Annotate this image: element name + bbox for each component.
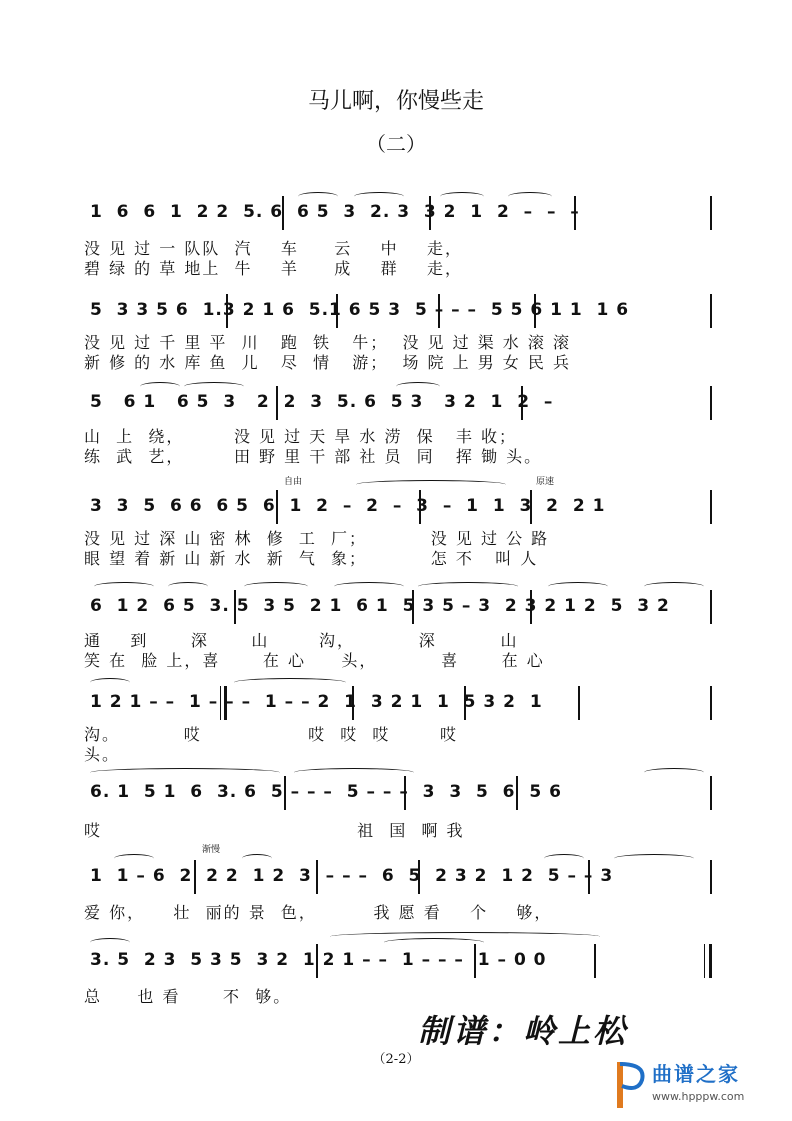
jianpu-notes: 3. 5 2 3 5 3 5 3 2 1 2 1 – – 1 – – – 1 – 0 0 [90,950,547,970]
lyric-verse-1: 没 见 过 千 里 平 川 跑 铁 牛； 没 见 过 渠 水 滚 滚 [84,333,571,352]
tempo-mark: 自由 [284,477,303,487]
jianpu-notes: 6. 1 5 1 6 3. 6 5 – – – 5 – – – 3 3 5 6 5 6 [90,782,562,802]
lyric-verse-2: 头。 [84,745,121,764]
tempo-mark: 原速 [536,477,555,487]
transcriber-signature: 制谱：岭上松 [418,1012,629,1050]
jianpu-notes: 6 1 2 6 5 3. 5 3 5 2 1 6 1 5 3 5 – 3 2 3 2 1 2 5 3 2 [90,596,670,616]
tempo-mark: 渐慢 [202,845,221,855]
p-logo-icon [612,1056,652,1112]
lyric-verse-2: 练 武 艺， 田 野 里 干 部 社 员 同 挥 锄 头。 [84,447,543,466]
lyric-verse-1: 沟。 哎 哎 哎 哎 哎 [84,725,459,744]
site-logo [612,1056,782,1116]
logo-url: www.hpppw.com [652,1090,745,1103]
page-number: （2-2） [372,1052,420,1067]
lyric-verse-2: 笑 在 脸 上，喜 在 心 头， 喜 在 心 [84,651,545,670]
lyric-verse-2: 眼 望 着 新 山 新 水 新 气 象； 怎 不 叫 人 [84,549,539,568]
lyric-verse-1: 没 见 过 深 山 密 林 修 工 厂； 没 见 过 公 路 [84,529,550,548]
lyric-verse-2: 碧 绿 的 草 地上 牛 羊 成 群 走， [84,259,463,278]
lyric-verse-1: 没 见 过 一 队队 汽 车 云 中 走， [84,239,463,258]
jianpu-notes: 3 3 5 6 6 6 5 6 1 2 – 2 – 3 – 1 1 3 2 2 1 [90,496,606,516]
lyric-verse-1: 哎 祖 国 啊 我 [84,821,465,840]
jianpu-notes: 5 3 3 5 6 1.3 2 1 6 5.1 6 5 3 5 – – – 5 5 6 1 1 1 6 [90,300,630,320]
jianpu-notes: 5 6 1 6 5 3 2 2 3 5. 6 5 3 3 2 1 2 – [90,392,554,412]
lyric-verse-2: 新 修 的 水 库 鱼 儿 尽 情 游； 场 院 上 男 女 民 兵 [84,353,571,372]
lyric-verse-1: 爱 你， 壮 丽的 景 色， 我 愿 看 个 够， [84,903,553,922]
page-subtitle: （二） [366,132,426,156]
lyric-verse-1: 山 上 绕， 没 见 过 天 旱 水 涝 保 丰 收； [84,427,517,446]
jianpu-notes: 1 2 1 – – 1 – – – 1 – – 2 1 3 2 1 1 5 3 2 1 [90,692,543,712]
page-title: 马儿啊，你慢些走 [307,89,484,114]
lyric-verse-1: 总 也 看 不 够。 [84,987,292,1006]
jianpu-notes: 1 1 – 6 2 2 2 1 2 3 – – – 6 5 2 3 2 1 2 5 – – 3 [90,866,614,886]
lyric-verse-1: 通 到 深 山 沟， 深 山 [84,631,519,650]
logo-name: 曲谱之家 [652,1062,740,1086]
jianpu-notes: 1 6 6 1 2 2 5. 6 6 5 3 2. 3 3 2 1 2 – – – [90,202,580,222]
